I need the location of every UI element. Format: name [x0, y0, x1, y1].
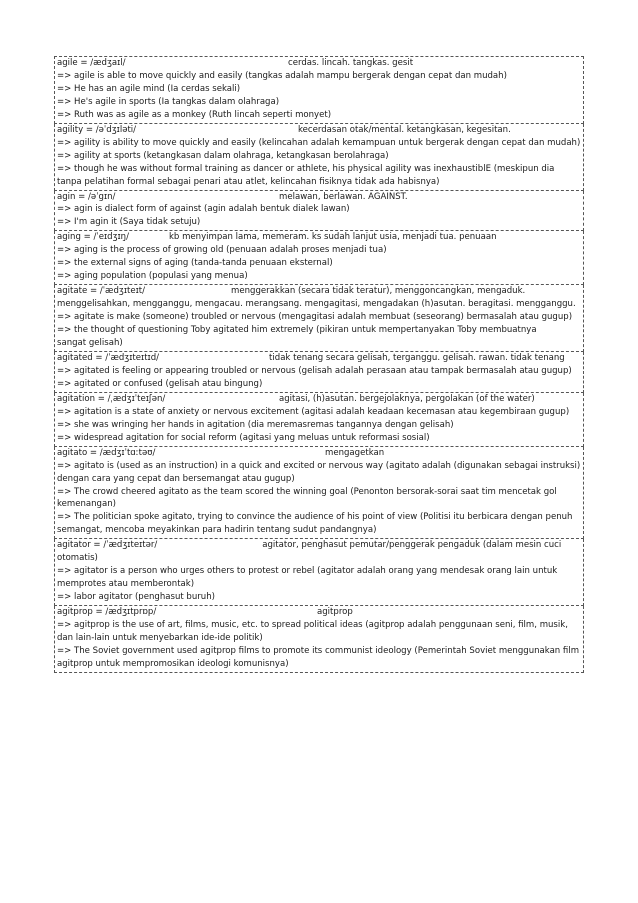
entry-head	[57, 393, 581, 406]
meaning: agitator, penghasut pemutar/penggerak pengaduk (dalam mesin cuci otomatis)	[57, 540, 564, 564]
meaning: agitasi, (h)asutan. bergejolaknya, pergolakan (of the water)	[279, 393, 535, 404]
example-line: => agitate is make (someone) troubled or nervous (mengagitasi adalah membuat (seseorang) bermasalah atau gugup)	[57, 312, 573, 323]
example-line: => she was wringing her hands in agitation (dia meremasremas tangannya dengan gelisah)	[57, 419, 454, 430]
entry-agitator	[54, 539, 584, 606]
example-line: => agile is able to move quickly and easily (tangkas adalah mampu bergerak dengan cepat dan mudah)	[57, 70, 507, 81]
example-line: => agitprop is the use of art, films, music, etc. to spread political ideas (agitprop adalah penggunaan seni, film, musik, dan lain-lain untuk menyebarkan ide-ide politik)	[57, 620, 571, 643]
entry-aging	[54, 231, 584, 285]
entry-agitate	[54, 285, 584, 352]
example-line: => agitator is a person who urges others to protest or rebel (agitator adalah orang yang mendesak orang lain untuk memprotes atau memberontak)	[57, 566, 560, 590]
dictionary-document	[54, 56, 584, 673]
headword: agitato = /ædʒɪˈtɑːtəʊ/	[57, 447, 156, 458]
example-line: => agility at sports (ketangkasan dalam olahraga, ketangkasan berolahraga)	[57, 150, 389, 161]
entry-agile	[54, 56, 584, 124]
entry-head	[57, 124, 581, 137]
entry-agitation	[54, 393, 584, 447]
entry-head	[57, 191, 581, 204]
example-line: => He's agile in sports (Ia tangkas dalam olahraga)	[57, 96, 280, 107]
headword: agin = /əˈgɪn/	[57, 191, 116, 202]
entry-agin	[54, 191, 584, 232]
entry-head	[57, 231, 581, 244]
entry-head	[57, 285, 581, 311]
entry-head	[57, 447, 581, 460]
entry-agitprop	[54, 606, 584, 673]
example-line: => The politician spoke agitato, trying to convince the audience of his point of view (Politisi itu berbicara dengan penuh semangat, mencoba meyakinkan para hadirin tentang sudut pandangnya)	[57, 512, 576, 536]
entry-head	[57, 539, 581, 565]
example-line: => I'm agin it (Saya tidak setuju)	[57, 217, 201, 228]
meaning: melawan, berlawan. AGAINST.	[279, 191, 408, 202]
example-line: => the thought of questioning Toby agitated him extremely (pikiran untuk mempertanyakan Toby membuatnya	[57, 325, 537, 336]
meaning: mengagetkan	[325, 447, 385, 458]
example-line: => agitated or confused (gelisah atau bingung)	[57, 378, 263, 389]
example-line: => aging population (populasi yang menua)	[57, 271, 248, 282]
example-line: => agitation is a state of anxiety or nervous excitement (agitasi adalah keadaan kecemasan atau kegembiraan gugup)	[57, 406, 570, 417]
meaning: kb menyimpan lama, memeram. ks sudah lanjut usia, menjadi tua. penuaan	[168, 232, 497, 243]
example-line: => widespread agitation for social reform (agitasi yang meluas untuk reformasi sosial)	[57, 432, 430, 443]
entry-head	[57, 57, 581, 70]
headword: agility = /əˈdʒɪləti/	[57, 124, 137, 135]
meaning: agitprop	[317, 607, 353, 618]
headword: agitator = /ˈædʒɪteɪtər/	[57, 540, 158, 551]
example-line: => agility is ability to move quickly and easily (kelincahan adalah kemampuan untuk bergerak dengan cepat dan mudah)	[57, 137, 581, 148]
example-line: sangat gelisah)	[57, 338, 123, 349]
example-line: => aging is the process of growing old (penuaan adalah proses menjadi tua)	[57, 245, 387, 256]
entry-agitated	[54, 352, 584, 393]
example-line: => the external signs of aging (tanda-tanda penuaan eksternal)	[57, 258, 333, 269]
example-line: => The Soviet government used agitprop films to promote its communist ideology (Pemerintah Soviet menggunakan film agitprop untuk mempromosikan ideologi komunisnya)	[57, 645, 582, 669]
headword: aging = /ˈeɪdʒɪŋ/	[57, 232, 129, 243]
headword: agitated = /ˈædʒɪteɪtɪd/	[57, 352, 160, 363]
example-line: => agitato is (used as an instruction) in a quick and excited or nervous way (agitato adalah (digunakan sebagai instruksi) dengan cara yang cepat dan bersemangat atau gugup)	[57, 460, 583, 484]
example-line: => The crowd cheered agitato as the team scored the winning goal (Penonton bersorak-sorai saat tim mencetak gol kemenangan)	[57, 486, 560, 510]
example-line: => agitated is feeling or appearing troubled or nervous (gelisah adalah perasaan atau tampak bermasalah atau gugup)	[57, 365, 572, 376]
entry-agility	[54, 124, 584, 191]
meaning: menggerakkan (secara tidak teratur), menggoncangkan, mengaduk. menggelisahkan, mengganggu, mengacau. merangsang. mengagitasi, mengadakan (h)asutan. beragitasi. mengganggu.	[57, 286, 576, 310]
headword: agile = /ædʒaɪl/	[57, 58, 126, 68]
example-line: => though he was without formal training as dancer or athlete, his physical agility was inexhaustiblE (meskipun dia tanpa pelatihan formal sebagai penari atau atlet, kelincahan fisiknya tidak ada habisnya)	[57, 163, 558, 187]
headword: agitprop = /ædʒɪtprɒp/	[57, 607, 157, 618]
example-line: => Ruth was as agile as a monkey (Ruth lincah seperti monyet)	[57, 109, 332, 120]
example-line: => agin is dialect form of against (agin adalah bentuk dialek lawan)	[57, 204, 350, 215]
example-line: => labor agitator (penghasut buruh)	[57, 592, 215, 603]
meaning: cerdas. lincah. tangkas. gesit	[288, 58, 414, 68]
headword: agitate = /ˈædʒɪteɪt/	[57, 286, 146, 297]
meaning: kecerdasan otak/mental. ketangkasan, kegesitan.	[298, 124, 511, 135]
entry-head	[57, 352, 581, 365]
headword: agitation = /ˌædʒɪˈteɪʃən/	[57, 393, 166, 404]
example-line: => He has an agile mind (Ia cerdas sekali)	[57, 83, 241, 94]
meaning: tidak tenang secara gelisah, terganggu. gelisah. rawan. tidak tenang	[269, 352, 565, 363]
entry-agitato	[54, 447, 584, 540]
entry-head	[57, 606, 581, 619]
